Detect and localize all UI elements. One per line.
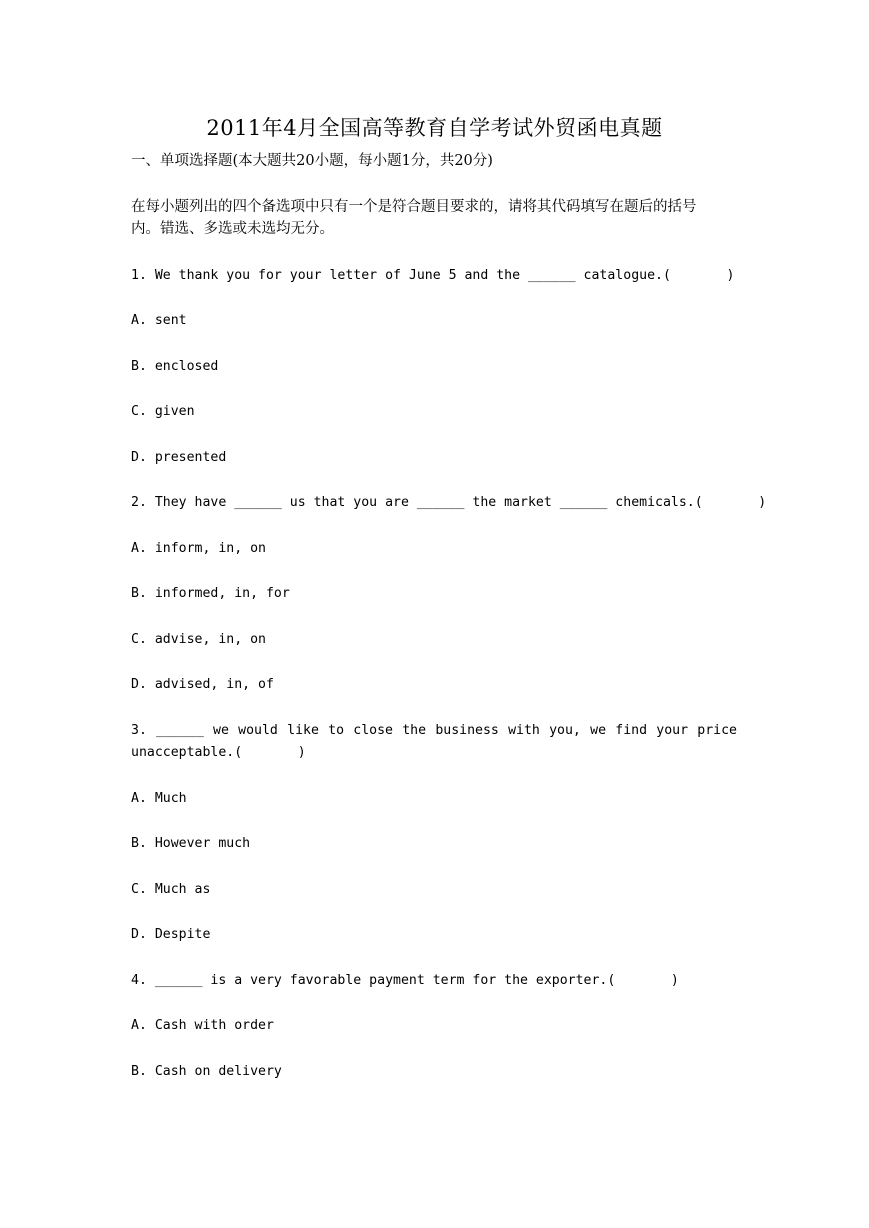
question-2-option-a: A. inform, in, on [131,541,266,556]
question-1-option-c: C. given [131,404,195,419]
question-3-option-a: A. Much [131,791,187,806]
question-3-option-d: D. Despite [131,927,211,942]
question-3-stem-line-1: 3. ______ we would like to close the business with you, we find your price [131,723,737,738]
question-1-option-a: A. sent [131,313,187,328]
question-2-option-c: C. advise, in, on [131,632,266,647]
question-1-option-b: B. enclosed [131,359,219,374]
question-4-stem: 4. ______ is a very favorable payment term for the exporter.( ) [131,973,679,988]
question-2-stem: 2. They have ______ us that you are ______ the market ______ chemicals.( ) [131,495,767,510]
section-heading: 一、单项选择题(本大题共20小题，每小题1分，共20分) [131,153,493,169]
question-4-option-b: B. Cash on delivery [131,1064,282,1079]
question-3-option-b: B. However much [131,836,251,851]
page-title: 2011年4月全国高等教育自学考试外贸函电真题 [206,116,663,140]
instructions-line-2: 内。错选、多选或未选均无分。 [131,221,334,237]
question-2-option-d: D. advised, in, of [131,677,274,692]
question-1-option-d: D. presented [131,450,227,465]
question-3-option-c: C. Much as [131,882,211,897]
instructions-line-1: 在每小题列出的四个备选项中只有一个是符合题目要求的，请将其代码填写在题后的括号 [131,199,697,215]
question-4-option-a: A. Cash with order [131,1018,274,1033]
question-2-option-b: B. informed, in, for [131,586,290,601]
question-1-stem: 1. We thank you for your letter of June 5 and the ______ catalogue.( ) [131,268,735,283]
question-3-stem-line-2: unacceptable.( ) [131,745,306,760]
